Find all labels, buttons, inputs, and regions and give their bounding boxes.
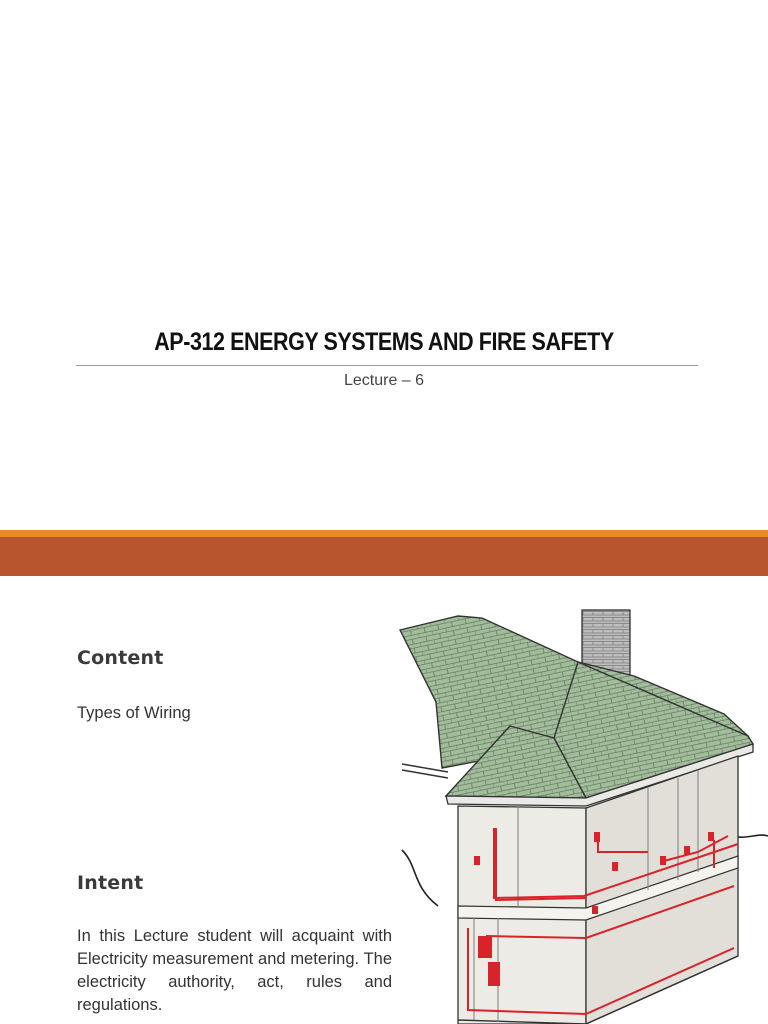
section-band <box>0 537 768 576</box>
slide-title: AP-312 ENERGY SYSTEMS AND FIRE SAFETY <box>154 328 614 356</box>
title-divider <box>76 365 698 366</box>
content-heading: Content <box>77 647 164 669</box>
intent-heading: Intent <box>77 872 144 894</box>
slide-subtitle: Lecture – 6 <box>343 372 425 389</box>
house-wiring-illustration <box>398 606 768 1024</box>
accent-stripe <box>0 530 768 537</box>
intent-body: In this Lecture student will acquaint with Electricity measurement and metering. The electricity authority, act, rules and regulations. <box>77 927 392 1014</box>
content-body: Types of Wiring <box>77 704 191 722</box>
